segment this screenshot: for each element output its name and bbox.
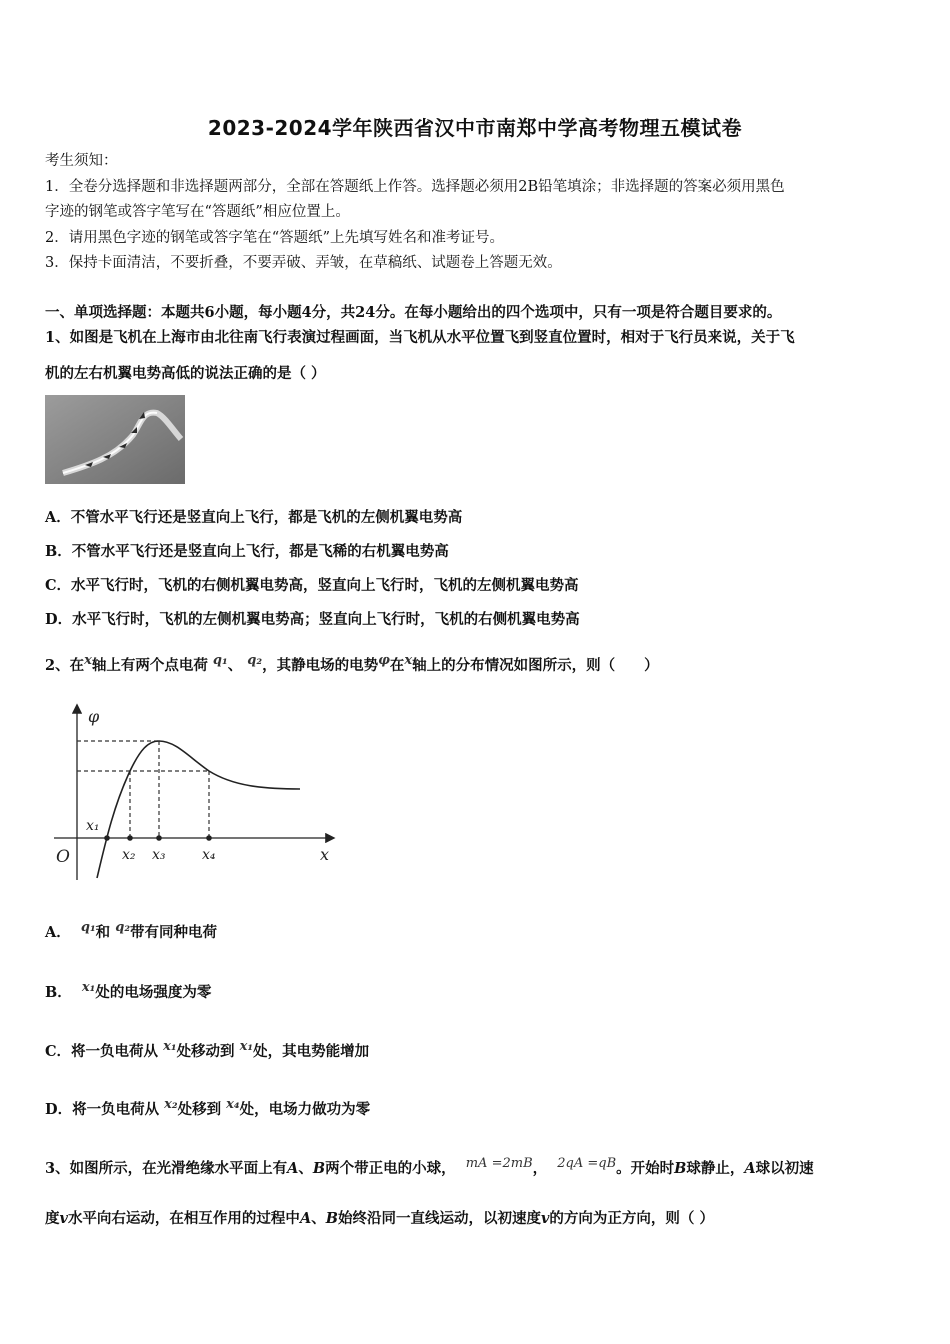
charge-relation-formula: 2qA =qB xyxy=(557,1156,617,1171)
mass-relation-formula: mA =2mB xyxy=(465,1156,533,1171)
var-b: B xyxy=(325,1210,338,1227)
q3-stem-line-1 xyxy=(45,1156,814,1179)
y-axis-label: φ xyxy=(88,707,100,726)
math-q1: q₁ xyxy=(212,653,228,668)
option-letter: B． xyxy=(45,984,72,1001)
q3-text: 度 xyxy=(45,1210,60,1227)
q2-stem xyxy=(45,653,659,676)
point-x3 xyxy=(156,835,162,841)
q3-stem-line-2 xyxy=(45,1210,714,1228)
q3-text: 、 xyxy=(311,1210,326,1227)
math-x: x xyxy=(84,653,92,668)
option-letter: A． xyxy=(45,924,71,941)
q3-text: 两个带正电的小球， xyxy=(325,1160,456,1177)
math-q1: q₁ xyxy=(80,920,96,935)
notice-item-1-line-2: 字迹的钢笔或答字笔写在“答题纸”相应位置上。 xyxy=(45,204,350,220)
section-heading: 一、单项选择题：本题共6小题，每小题4分，共24分。在每小题给出的四个选项中，只有一项是符合题目要求的。 xyxy=(45,304,782,321)
option-text: 和 xyxy=(95,924,111,941)
x3-label: x₃ xyxy=(152,847,166,863)
x4-label: x₄ xyxy=(202,847,216,863)
var-a: A xyxy=(287,1160,299,1177)
origin-label: O xyxy=(56,847,70,867)
potential-graph xyxy=(48,700,338,885)
option-text: 带有同种电荷 xyxy=(130,924,218,941)
q1-option-a: A．不管水平飞行还是竖直向上飞行，都是飞机的左侧机翼电势高 xyxy=(45,509,463,526)
option-text: 处移到 xyxy=(177,1101,222,1118)
x2-label: x₂ xyxy=(122,847,136,863)
q3-text: 始终沿同一直线运动，以初速度 xyxy=(337,1210,541,1227)
point-x1 xyxy=(104,835,110,841)
var-b: B xyxy=(312,1160,326,1177)
var-v: v xyxy=(540,1210,550,1227)
option-text: 处，其电势能增加 xyxy=(253,1043,370,1060)
notice-item-3: 3．保持卡面清洁，不要折叠，不要弄破、弄皱，在草稿纸、试题卷上答题无效。 xyxy=(45,255,562,271)
q3-text: 的方向为正方向，则（ ） xyxy=(549,1210,714,1227)
notice-item-1-line-1: 1．全卷分选择题和非选择题两部分，全部在答题纸上作答。选择题必须用2B铅笔填涂；非选择题的答案必须用黑色 xyxy=(45,179,785,195)
q2-stem-part: 轴上有两个点电荷 xyxy=(91,657,208,674)
option-text: 处，电场力做功为零 xyxy=(239,1101,371,1118)
math-x4: x₄ xyxy=(226,1097,240,1112)
q3-text: 球静止， xyxy=(686,1160,745,1177)
x-axis-label: x xyxy=(320,845,330,864)
q3-text: 水平向右运动，在相互作用的过程中 xyxy=(67,1210,300,1227)
q1-stem-line-2: 机的左右机翼电势高低的说法正确的是（ ） xyxy=(45,365,326,382)
q3-text: 、 xyxy=(298,1160,313,1177)
q1-option-d: D．水平飞行时，飞机的左侧机翼电势高；竖直向上飞行时，飞机的右侧机翼电势高 xyxy=(45,611,580,628)
math-q2: q₂ xyxy=(115,920,131,935)
airshow-photo xyxy=(45,395,185,484)
q2-stem-part: 、 xyxy=(227,657,243,674)
option-text: 处的电场强度为零 xyxy=(95,984,212,1001)
math-x1: x₁ xyxy=(239,1039,254,1054)
point-x2 xyxy=(127,835,133,841)
var-a: A xyxy=(744,1160,756,1177)
q2-stem-part: 在 xyxy=(389,657,405,674)
option-text: 处移动到 xyxy=(176,1043,235,1060)
option-text: D．将一负电荷从 xyxy=(45,1101,160,1118)
var-v: v xyxy=(59,1210,68,1227)
var-b: B xyxy=(674,1160,687,1177)
q2-option-a xyxy=(45,920,218,943)
math-q2: q₂ xyxy=(247,653,263,668)
q3-text: 3、如图所示，在光滑绝缘水平面上有 xyxy=(45,1160,288,1177)
q3-text: ， xyxy=(532,1160,548,1177)
math-phi: φ xyxy=(378,653,390,668)
x1-label: x₁ xyxy=(86,818,100,834)
q3-text: 球以初速 xyxy=(755,1160,814,1177)
option-text: C．将一负电荷从 xyxy=(45,1043,159,1060)
q1-option-b: B．不管水平飞行还是竖直向上飞行，都是飞稀的右机翼电势高 xyxy=(45,543,449,560)
q3-text: 。开始时 xyxy=(616,1160,675,1177)
notice-heading: 考生须知： xyxy=(45,153,118,169)
q1-stem-line-1: 1、如图是飞机在上海市由北往南飞行表演过程画面，当飞机从水平位置飞到竖直位置时，相对于飞行员来说，关于飞 xyxy=(45,329,795,346)
q2-stem-part: 2、在 xyxy=(45,657,85,674)
notice-item-2: 2．请用黑色字迹的钢笔或答字笔在“答题纸”上先填写姓名和准考证号。 xyxy=(45,230,505,246)
q1-option-c: C．水平飞行时，飞机的右侧机翼电势高，竖直向上飞行时，飞机的左侧机翼电势高 xyxy=(45,577,579,594)
q2-option-c xyxy=(45,1039,370,1062)
q2-stem-part: 轴上的分布情况如图所示，则（ ） xyxy=(412,657,659,674)
math-x2: x₂ xyxy=(164,1097,178,1112)
point-x4 xyxy=(206,835,212,841)
math-x1: x₁ xyxy=(81,980,96,995)
math-x: x xyxy=(404,653,413,668)
math-x1: x₁ xyxy=(163,1039,177,1054)
q2-option-b xyxy=(45,980,212,1003)
page-title: 2023-2024学年陕西省汉中市南郑中学高考物理五模试卷 xyxy=(207,116,743,140)
var-a: A xyxy=(299,1210,312,1227)
q2-stem-part: ，其静电场的电势 xyxy=(262,657,379,674)
q2-option-d xyxy=(45,1097,371,1120)
